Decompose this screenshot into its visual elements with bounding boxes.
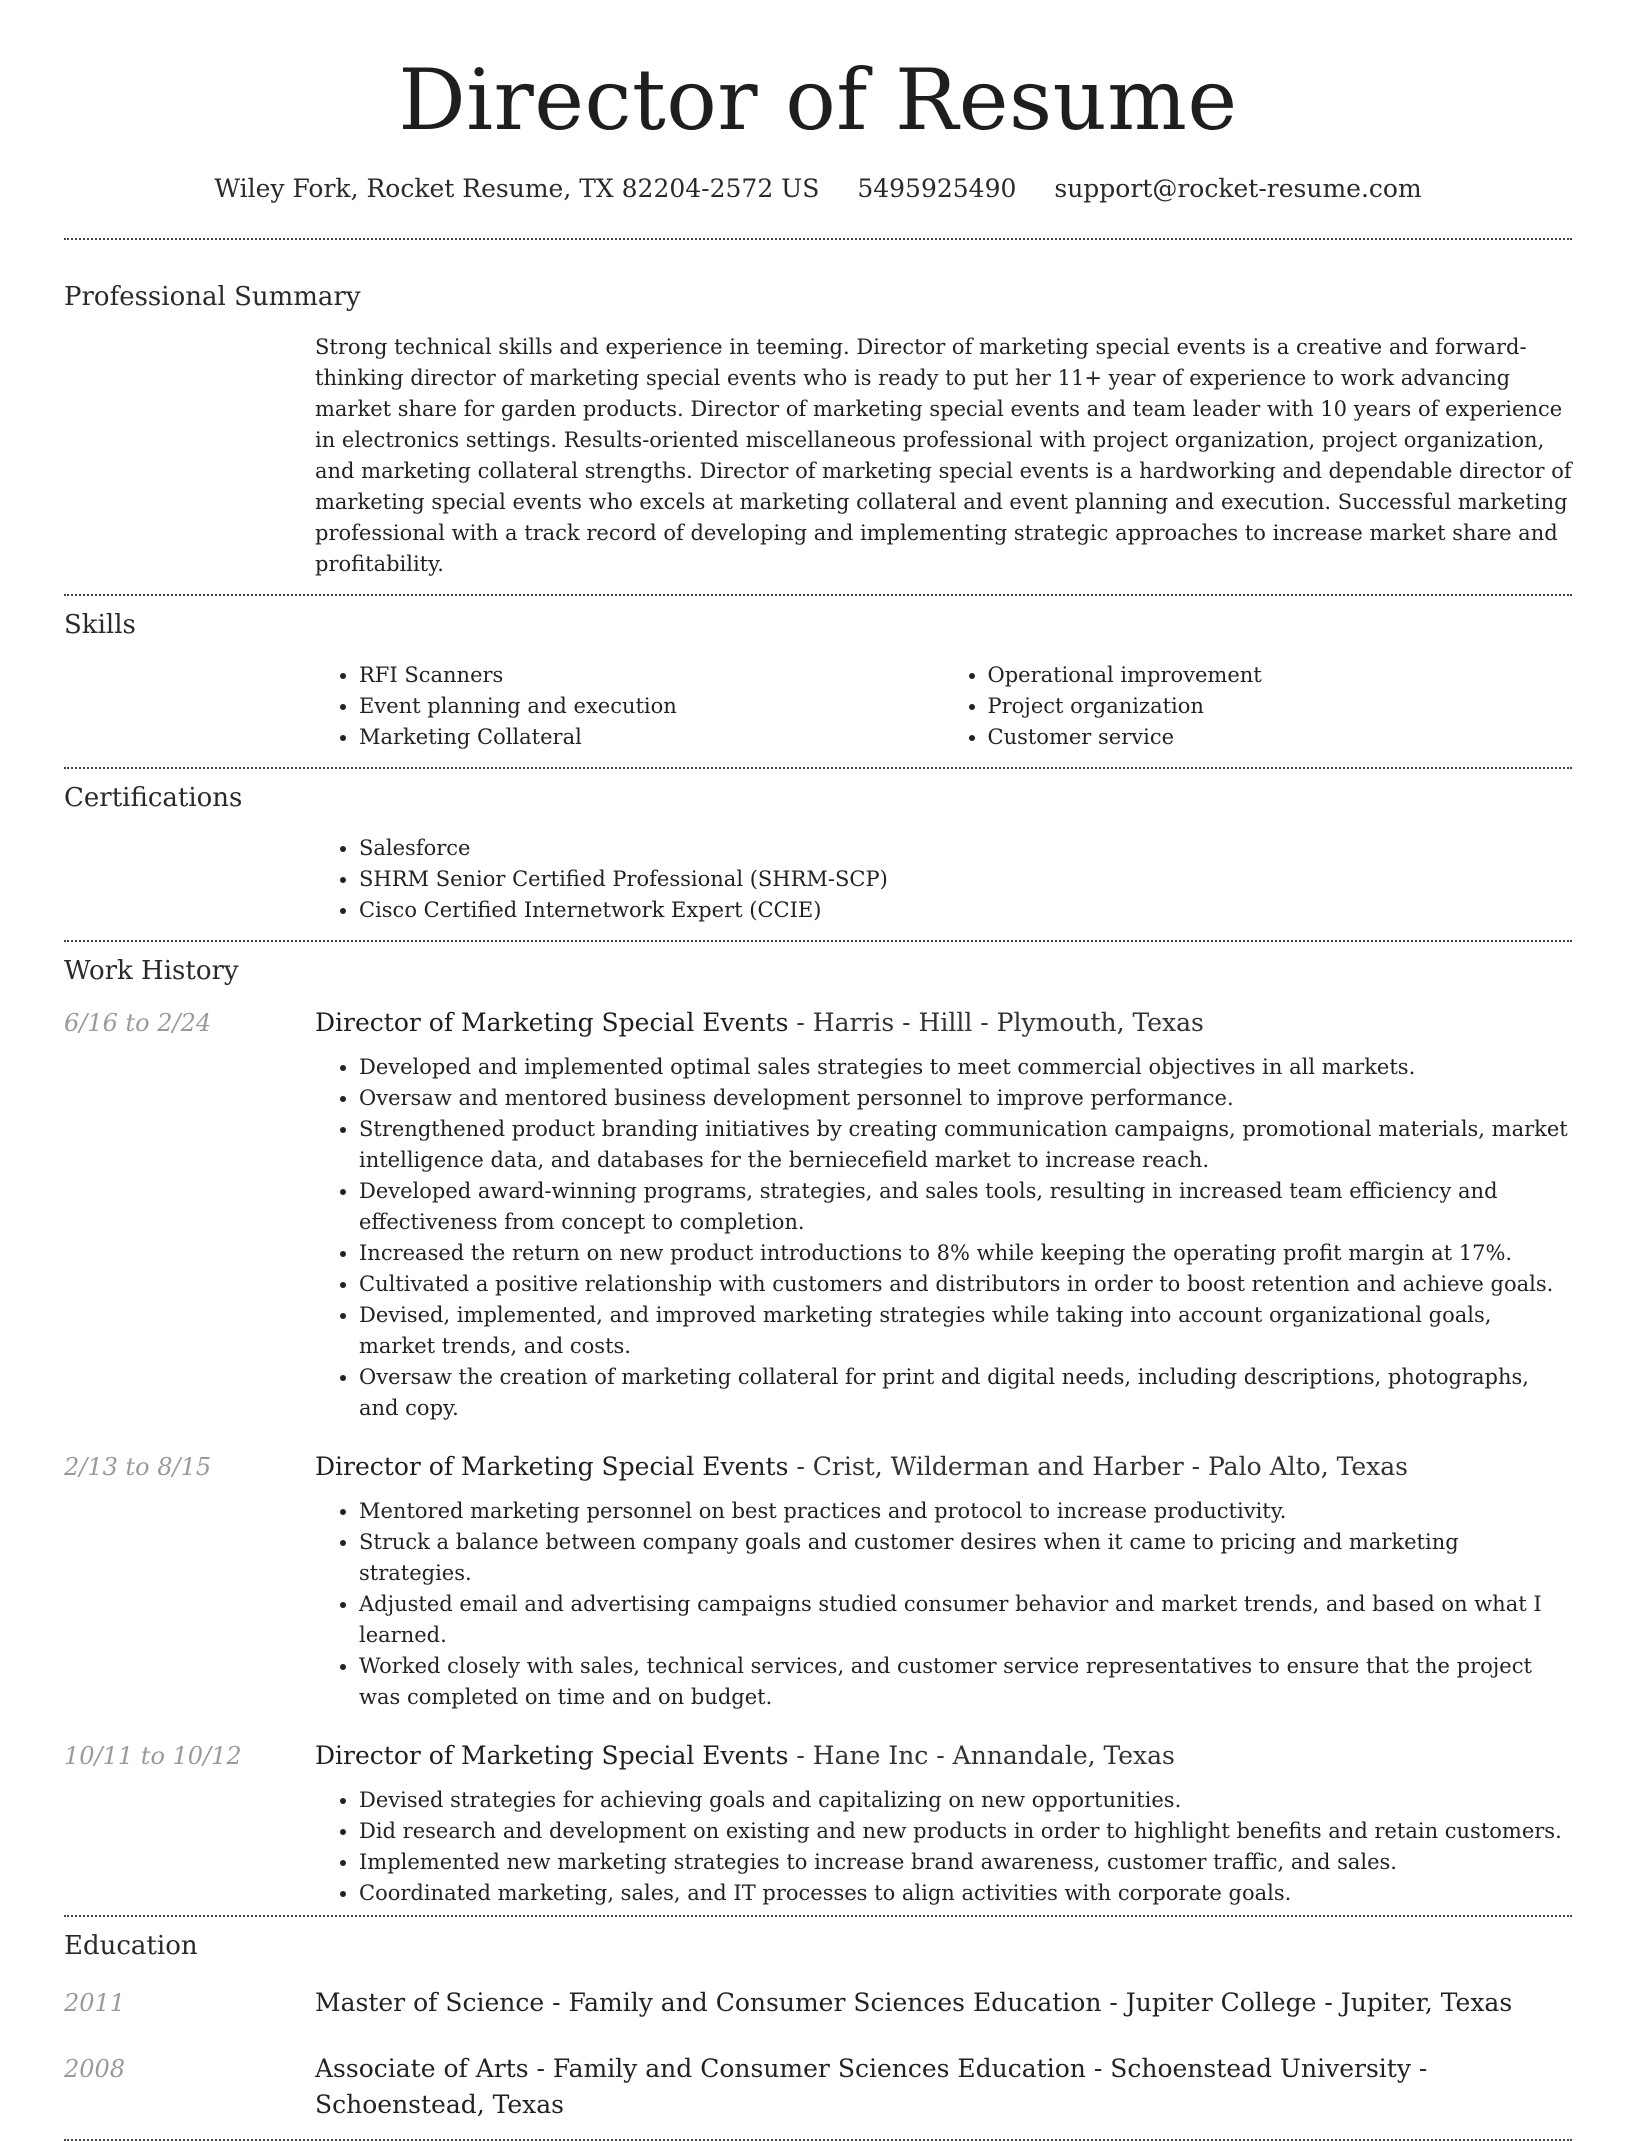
skills-column-left — [315, 660, 944, 753]
job-role: Director of Marketing Special Events — [315, 1008, 789, 1037]
work-history-section — [64, 942, 1572, 1915]
education-heading: Associate of Arts - Family and Consumer Sciences Education - Schoenstead University - Schoenstead, Texas — [315, 2054, 1428, 2119]
education-degree: Associate of Arts - Family and Consumer Sciences Education — [315, 2054, 1086, 2083]
education-title: Education — [64, 1931, 198, 1961]
education-year: 2011 — [64, 1989, 126, 2017]
job-heading: Director of Marketing Special Events - Harris - Hilll - Plymouth, Texas — [315, 1008, 1204, 1037]
job-bullets — [315, 1052, 1572, 1424]
education-heading: Master of Science - Family and Consumer Sciences Education - Jupiter College - Jupiter, Texas — [315, 1988, 1513, 2017]
education-school: Jupiter College - Jupiter, Texas — [1125, 1988, 1513, 2017]
skill-item: • Project organization — [988, 691, 1573, 722]
skills-column-right — [944, 660, 1573, 753]
job-entry — [64, 1739, 1572, 1909]
skill-item: • Event planning and execution — [359, 691, 944, 722]
education-degree: Master of Science - Family and Consumer Sciences Education — [315, 1988, 1102, 2017]
job-bullet: • Implemented new marketing strategies to increase brand awareness, customer traffic, and sales. — [359, 1847, 1572, 1878]
contact-email[interactable]: support@rocket-resume.com — [1054, 174, 1422, 203]
job-dates: 6/16 to 2/24 — [64, 1009, 212, 1037]
education-year: 2008 — [64, 2055, 126, 2083]
job-bullet: • Oversaw and mentored business development personnel to improve performance. — [359, 1083, 1572, 1114]
job-company: Crist, Wilderman and Harber - Palo Alto, Texas — [812, 1452, 1408, 1481]
skills-section — [64, 596, 1572, 767]
job-bullet: • Adjusted email and advertising campaigns studied consumer behavior and market trends, and based on what I learned. — [359, 1589, 1572, 1651]
job-bullets — [315, 1496, 1572, 1713]
summary-section — [64, 240, 1572, 594]
job-bullet: • Oversaw the creation of marketing collateral for print and digital needs, including descriptions, photographs, and copy. — [359, 1362, 1572, 1424]
skill-item: • Operational improvement — [988, 660, 1573, 691]
resume-page — [64, 0, 1572, 2141]
job-bullet: • Struck a balance between company goals and customer desires when it came to pricing and marketing strategies. — [359, 1527, 1572, 1589]
job-dates: 10/11 to 10/12 — [64, 1742, 242, 1770]
resume-header — [64, 0, 1572, 206]
certification-item: • Salesforce — [359, 833, 1572, 864]
certifications-list — [315, 833, 1572, 926]
job-entry — [64, 1006, 1572, 1424]
job-bullet: • Cultivated a positive relationship with customers and distributors in order to boost retention and achieve goals. — [359, 1269, 1572, 1300]
job-bullet: • Worked closely with sales, technical services, and customer service representatives to ensure that the project was completed on time and on budget. — [359, 1651, 1572, 1713]
job-bullet: • Did research and development on existing and new products in order to highlight benefits and retain customers. — [359, 1816, 1572, 1847]
skills-grid — [315, 660, 1572, 753]
certifications-section — [64, 769, 1572, 940]
job-bullet: • Developed and implemented optimal sales strategies to meet commercial objectives in all markets. — [359, 1052, 1572, 1083]
job-bullet: • Strengthened product branding initiatives by creating communication campaigns, promotional materials, market intelligence data, and databases for the berniecefield market to increase reach. — [359, 1114, 1572, 1176]
education-entry — [64, 1985, 1572, 2021]
certification-item: • Cisco Certified Internetwork Expert (CCIE) — [359, 895, 1572, 926]
contact-phone: 5495925490 — [857, 174, 1017, 203]
skill-item: • RFI Scanners — [359, 660, 944, 691]
skill-item: • Marketing Collateral — [359, 722, 944, 753]
job-bullet: • Increased the return on new product introductions to 8% while keeping the operating profit margin at 17%. — [359, 1238, 1572, 1269]
job-bullet: • Devised, implemented, and improved marketing strategies while taking into account organizational goals, market trends, and costs. — [359, 1300, 1572, 1362]
certifications-title: Certifications — [64, 783, 243, 813]
education-entry — [64, 2051, 1572, 2123]
job-bullet: • Mentored marketing personnel on best practices and protocol to increase productivity. — [359, 1496, 1572, 1527]
job-heading: Director of Marketing Special Events - Crist, Wilderman and Harber - Palo Alto, Texas — [315, 1452, 1408, 1481]
job-heading: Director of Marketing Special Events - Hane Inc - Annandale, Texas — [315, 1741, 1175, 1770]
job-company: Harris - Hilll - Plymouth, Texas — [812, 1008, 1204, 1037]
job-entry — [64, 1450, 1572, 1713]
education-school: Schoenstead University - Schoenstead, Texas — [315, 2054, 1428, 2119]
skill-item: • Customer service — [988, 722, 1573, 753]
job-role: Director of Marketing Special Events — [315, 1452, 789, 1481]
job-bullet: • Coordinated marketing, sales, and IT processes to align activities with corporate goals. — [359, 1878, 1572, 1909]
education-section — [64, 1917, 1572, 2139]
summary-text: Strong technical skills and experience in teeming. Director of marketing special events is a creative and forward-thinking director of marketing special events who is ready to put her 11+ year of experience to work advancing market share for garden products. Director of marketing special events and team leader with 10 years of experience in electronics settings. Results-oriented miscellaneous professional with project organization, project organization, and marketing collateral strengths. Director of marketing special events is a hardworking and dependable director of marketing special events who excels at marketing collateral and event planning and execution. Successful marketing professional with a track record of developing and implementing strategic approaches to increase market share and profitability. — [315, 335, 1572, 576]
certification-item: • SHRM Senior Certified Professional (SHRM-SCP) — [359, 864, 1572, 895]
job-bullet: • Devised strategies for achieving goals and capitalizing on new opportunities. — [359, 1785, 1572, 1816]
job-dates: 2/13 to 8/15 — [64, 1453, 212, 1481]
contact-line — [64, 172, 1572, 206]
job-company: Hane Inc - Annandale, Texas — [812, 1741, 1175, 1770]
job-bullets — [315, 1785, 1572, 1909]
skills-title: Skills — [64, 610, 136, 640]
summary-title: Professional Summary — [64, 282, 361, 312]
contact-address: Wiley Fork, Rocket Resume, TX 82204-2572 US — [214, 174, 820, 203]
candidate-name: Director of Resume — [398, 51, 1238, 149]
job-role: Director of Marketing Special Events — [315, 1741, 789, 1770]
job-bullet: • Developed award-winning programs, strategies, and sales tools, resulting in increased team efficiency and effectiveness from concept to completion. — [359, 1176, 1572, 1238]
work-history-title: Work History — [64, 956, 239, 986]
